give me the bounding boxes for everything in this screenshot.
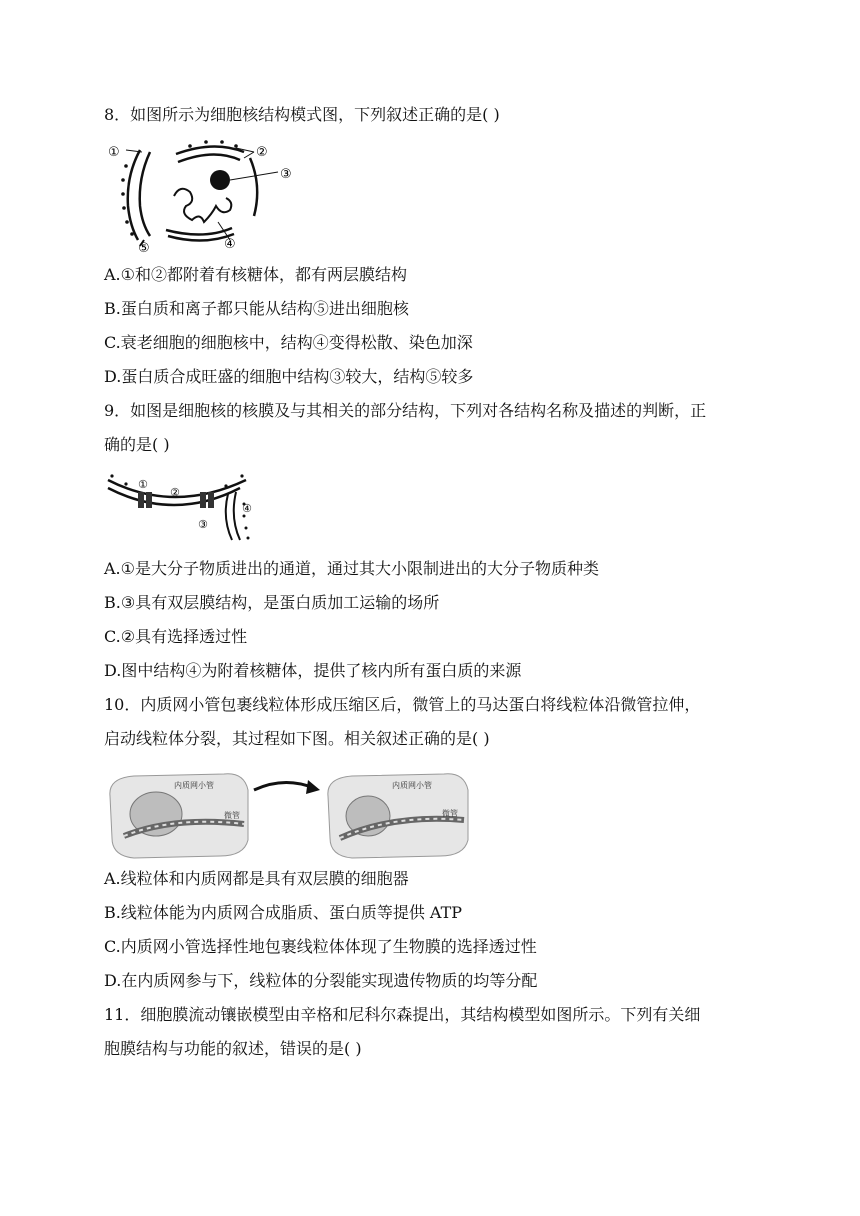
figure-label-1: ① xyxy=(138,478,148,491)
question-8-option-c: C.衰老细胞的细胞核中，结构④变得松散、染色加深 xyxy=(104,333,473,352)
question-9-stem-line-2: 确的是( ) xyxy=(104,435,170,454)
question-8-option-b: B.蛋白质和离子都只能从结构⑤进出细胞核 xyxy=(104,299,409,318)
question-11-stem-line-2: 胞膜结构与功能的叙述，错误的是( ) xyxy=(104,1039,362,1058)
question-9-option-c: C.②具有选择透过性 xyxy=(104,627,248,646)
question-10-option-b: B.线粒体能为内质网合成脂质、蛋白质等提供 ATP xyxy=(104,903,463,922)
figure-label-er-tubule: 内质网小管 xyxy=(174,781,214,790)
question-9-stem-line-1: 9．如图是细胞核的核膜及与其相关的部分结构，下列对各结构名称及描述的判断，正 xyxy=(104,401,707,420)
figure-label-2: ② xyxy=(256,145,268,160)
question-10-option-d: D.在内质网参与下，线粒体的分裂能实现遗传物质的均等分配 xyxy=(104,971,538,990)
figure-label-1: ① xyxy=(108,145,120,160)
figure-label-4: ④ xyxy=(224,237,236,252)
question-9-option-d: D.图中结构④为附着核糖体，提供了核内所有蛋白质的来源 xyxy=(104,661,522,680)
question-10-stem-line-1: 10．内质网小管包裹线粒体形成压缩区后，微管上的马达蛋白将线粒体沿微管拉伸， xyxy=(104,695,701,714)
question-8-stem: 8．如图所示为细胞核结构模式图，下列叙述正确的是( ) xyxy=(104,105,500,124)
question-8-option-a: A.①和②都附着有核糖体，都有两层膜结构 xyxy=(104,265,407,284)
question-10-option-a: A.线粒体和内质网都是具有双层膜的细胞器 xyxy=(104,869,409,888)
figure-label-er-tubule-2: 内质网小管 xyxy=(392,781,432,790)
figure-label-3: ③ xyxy=(198,518,208,531)
figure-label-microtubule: 微管 xyxy=(224,811,240,820)
figure-label-5: ⑤ xyxy=(138,241,150,256)
figure-label-microtubule-2: 微管 xyxy=(442,809,458,818)
figure-label-3: ③ xyxy=(280,167,292,182)
nuclear-envelope-diagram xyxy=(104,474,260,546)
question-9-option-b: B.③具有双层膜结构，是蛋白质加工运输的场所 xyxy=(104,593,440,612)
mitochondria-division-diagram xyxy=(104,766,474,860)
figure-label-4: ④ xyxy=(242,502,252,515)
question-10-stem-line-2: 启动线粒体分裂，其过程如下图。相关叙述正确的是( ) xyxy=(104,729,490,748)
question-11-stem-line-1: 11．细胞膜流动镶嵌模型由辛格和尼科尔森提出，其结构模型如图所示。下列有关细 xyxy=(104,1005,701,1024)
question-10-option-c: C.内质网小管选择性地包裹线粒体体现了生物膜的选择透过性 xyxy=(104,937,537,956)
nucleus-structure-diagram xyxy=(104,136,304,256)
question-8-option-d: D.蛋白质合成旺盛的细胞中结构③较大，结构⑤较多 xyxy=(104,367,474,386)
figure-label-2: ② xyxy=(170,486,180,499)
question-9-option-a: A.①是大分子物质进出的通道，通过其大小限制进出的大分子物质种类 xyxy=(104,559,599,578)
